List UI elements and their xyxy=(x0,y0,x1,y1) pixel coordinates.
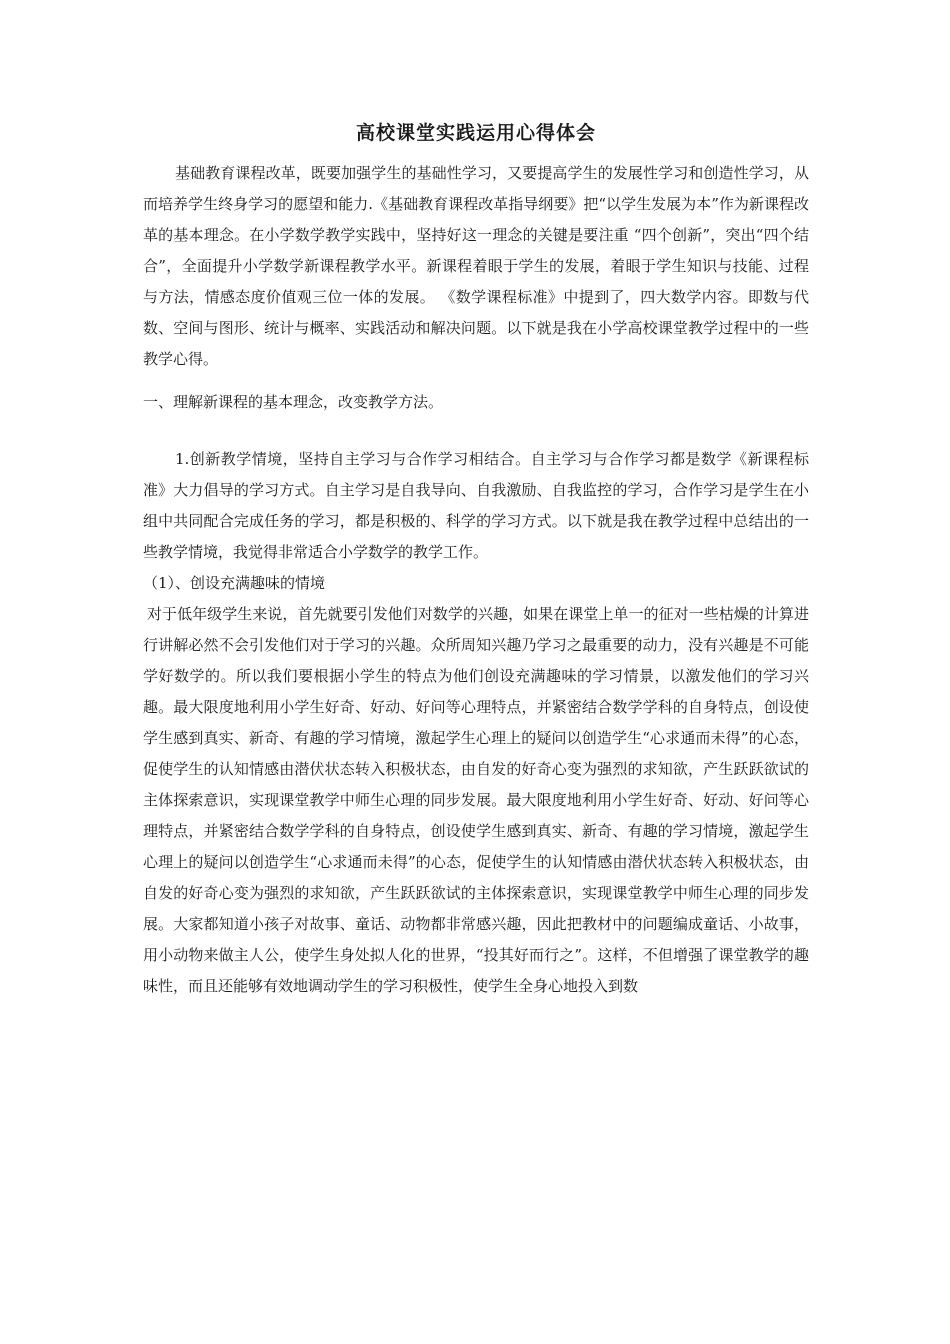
intro-paragraph: 基础教育课程改革，既要加强学生的基础性学习，又要提高学生的发展性学习和创造性学习，从而培养学生终身学习的愿望和能力.《基础教育课程改革指导纲要》把“以学生发展为本”作为新课程改革的基本理念。在小学数学教学实践中，坚持好这一理念的关键是要注重 “四个创新”，突出“四个结合”，全面提升小学数学新课程教学水平。新课程着眼于学生的发展，着眼于学生知识与技能、过程与方法，情感态度价值观三位一体的发展。 《数学课程标准》中提到了，四大数学内容。即数与代数、空间与图形、统计与概率、实践活动和解决问题。以下就是我在小学高校课堂教学过程中的一些教学心得。 xyxy=(143,164,809,368)
document-title: 高校课堂实践运用心得体会 xyxy=(355,122,596,144)
subsection-paragraph-1: 1.创新教学情境，坚持自主学习与合作学习相结合。自主学习与合作学习都是数学《新课程标准》大力倡导的学习方式。自主学习是自我导向、自我激励、自我监控的学习，合作学习是学生在小组中共同配合完成任务的学习，都是积极的、科学的学习方式。以下就是我在教学过程中总结出的一些教学情境，我觉得非常适合小学数学的教学工作。 xyxy=(143,450,809,561)
sub-heading-1: （1）、创设充满趣味的情境 xyxy=(143,574,326,592)
body-paragraph: 对于低年级学生来说，首先就要引发他们对数学的兴趣，如果在课堂上单一的征对一些枯燥的计算进行讲解必然不会引发他们对于学习的兴趣。众所周知兴趣乃学习之最重要的动力，没有兴趣是不可能学好数学的。所以我们要根据小学生的特点为他们创设充满趣味的学习情景，以激发他们的学习兴趣。最大限度地利用小学生好奇、好动、好问等心理特点，并紧密结合数学学科的自身特点，创设使学生感到真实、新奇、有趣的学习情境，激起学生心理上的疑问以创造学生“心求通而未得”的心态，促使学生的认知情感由潜伏状态转入积极状态，由自发的好奇心变为强烈的求知欲，产生跃跃欲试的主体探索意识，实现课堂教学中师生心理的同步发展。最大限度地利用小学生好奇、好动、好问等心理特点，并紧密结合数学学科的自身特点，创设使学生感到真实、新奇、有趣的学习情境，激起学生心理上的疑问以创造学生“心求通而未得”的心态，促使学生的认知情感由潜伏状态转入积极状态，由自发的好奇心变为强烈的求知欲，产生跃跃欲试的主体探索意识，实现课堂教学中师生心理的同步发展。大家都知道小孩子对故事、童话、动物都非常感兴趣，因此把教材中的问题编成童话、小故事，用小动物来做主人公，使学生身处拟人化的世界，“投其好而行之”。这样，不但增强了课堂教学的趣味性，而且还能够有效地调动学生的学习积极性，使学生全身心地投入到数 xyxy=(143,605,809,995)
document-body xyxy=(143,118,809,1002)
section-heading-1: 一、理解新课程的基本理念，改变教学方法。 xyxy=(143,393,444,411)
